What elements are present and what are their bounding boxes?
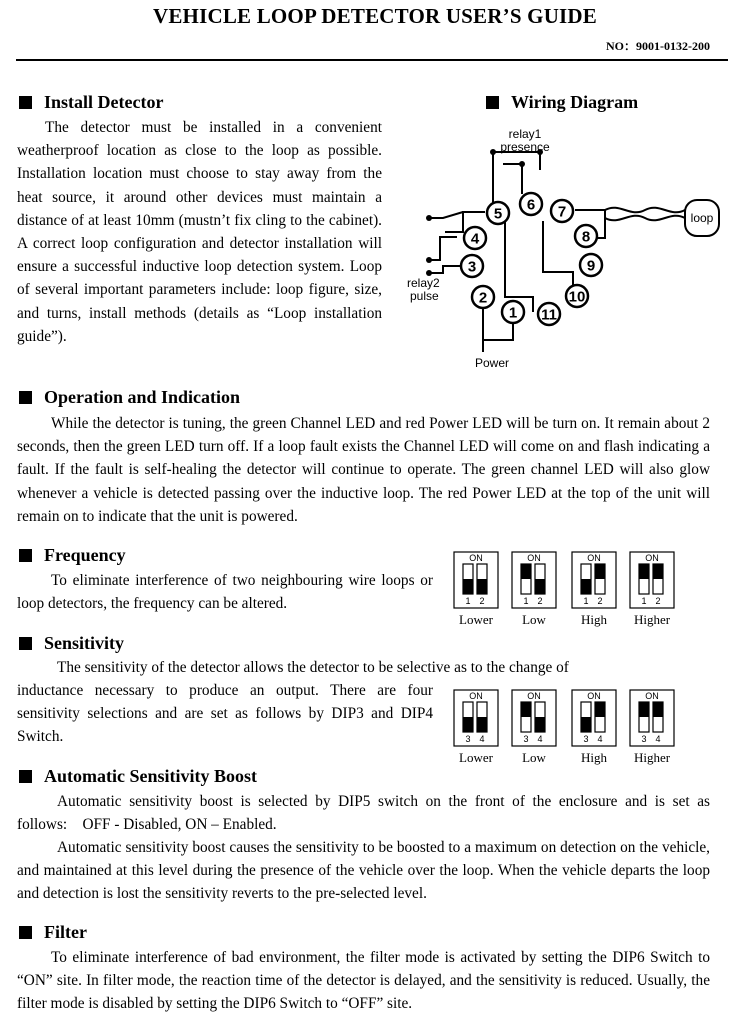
on-label: ON [587,553,601,563]
bullet-square-icon [19,926,32,939]
pulse-label: pulse [410,289,439,303]
setting-label: Lower [459,612,493,627]
sensitivity-lower-switch [454,690,498,765]
terminal-7 [551,200,573,222]
boost-heading: Automatic Sensitivity Boost [19,765,257,787]
dip-number: 3 [583,734,589,744]
terminal-4 [464,227,486,249]
dip-number: 1 [523,596,529,606]
on-label: ON [587,691,601,701]
dip-number: 2 [597,596,603,606]
sensitivity-high-switch [572,690,616,765]
svg-text:7: 7 [557,203,567,221]
wiring-heading: Wiring Diagram [486,91,638,113]
on-label: ON [469,553,483,563]
on-label: ON [469,691,483,701]
svg-text:9: 9 [586,257,596,275]
sensitivity-higher-switch [630,690,674,765]
boost-paragraph-2: Automatic sensitivity boost causes the sensitivity to be boosted to a maximum on detection on the vehicle, and maintained at this level during the presence of the vehicle over the loop. When the vehicle departs the loop and detection is lost the sensitivity reverts to the pre-selected level. [17,839,710,903]
svg-text:8: 8 [581,228,591,246]
dip-number: 4 [597,734,603,744]
dip-number: 3 [523,734,529,744]
dip-number: 2 [479,596,485,606]
on-label: ON [645,553,659,563]
dip-number: 1 [641,596,647,606]
svg-text:6: 6 [526,196,536,214]
sensitivity-heading: Sensitivity [19,632,124,654]
bullet-square-icon [19,770,32,783]
dip-number: 1 [465,596,471,606]
sensitivity-paragraph-rest: inductance necessary to produce an output. There are four sensitivity selections and are set as follows by DIP3 and DIP4 Switch. [17,682,433,746]
frequency-high-switch [572,552,616,627]
bullet-square-icon [19,391,32,404]
svg-text:5: 5 [493,205,503,223]
relay1-label: relay1 [508,127,542,141]
on-label: ON [527,691,541,701]
svg-text:4: 4 [470,230,480,248]
loop-label: loop [690,211,714,225]
dip-number: 4 [655,734,661,744]
dip-number: 2 [537,596,543,606]
relay2-label: relay2 [407,276,440,290]
setting-label: Low [522,612,546,627]
operation-paragraph: While the detector is tuning, the green Channel LED and red Power LED will be turn on. It remain about 2 seconds, then the green LED turn off. If a loop fault exists the Channel LED will come on and flash indicating a fault. If the fault is self-healing the detector will continue to operate. The green channel LED will also glow whenever a vehicle is detected passing over the inductive loop. The red Power LED at the top of the unit will remain on to indicate that the unit is powered. [17,415,710,525]
setting-label: High [581,612,607,627]
bullet-square-icon [19,637,32,650]
wiring-diagram [405,122,730,377]
setting-label: Low [522,750,546,765]
frequency-higher-switch [630,552,674,627]
svg-text:10: 10 [568,288,586,306]
presence-label: presence [500,140,550,154]
svg-text:1: 1 [508,304,518,322]
install-paragraph: The detector must be installed in a convenient weatherproof location as close to the loop as possible. Installation location must choose to stay away from the heat source, it around other devices must maintain a distance of at least 10mm (mustn’t fix cling to the cabinet). A correct loop configuration and detector installation will ensure a successful inductive loop detection system. Loop of several important parameters include: loop figure, size, and turns, install methods (details as “Loop installation guide”). [17,119,382,345]
bullet-square-icon [19,549,32,562]
page-title: VEHICLE LOOP DETECTOR USER’S GUIDE [152,4,598,28]
terminal-11 [538,303,560,325]
filter-paragraph: To eliminate interference of bad environment, the filter mode is activated by setting the DIP6 Switch to “ON” site. In filter mode, the reaction time of the detector is delayed, and the sensitivity is reduced. Usually, the filter mode is disabled by setting the DIP6 Switch to “OFF” site. [17,949,710,1013]
filter-heading: Filter [19,921,87,943]
install-heading: Install Detector [19,91,163,113]
boost-paragraph-1: Automatic sensitivity boost is selected by DIP5 switch on the front of the enclosure and is set as follows: OFF - Disabled, ON – Enabled. [17,793,710,834]
frequency-lower-switch [454,552,498,627]
dip-number: 3 [641,734,647,744]
power-label: Power [475,356,510,370]
frequency-dip-switches [448,550,688,630]
dip-number: 2 [655,596,661,606]
setting-label: Higher [633,612,671,627]
document-number: NO：9001-0132-200 [606,39,710,53]
terminal-8 [575,225,597,247]
dip-number: 4 [479,734,485,744]
svg-text:2: 2 [478,289,488,307]
terminal-5 [487,202,509,224]
frequency-low-switch [512,552,556,627]
sensitivity-dip-switches [448,688,688,768]
frequency-paragraph: To eliminate interference of two neighbouring wire loops or loop detectors, the frequency can be altered. [17,572,433,613]
frequency-heading: Frequency [19,544,126,566]
header-divider [16,59,728,61]
terminal-6 [520,193,542,215]
terminal-10 [566,285,588,307]
dip-number: 3 [465,734,471,744]
on-label: ON [645,691,659,701]
bullet-square-icon [486,96,499,109]
sensitivity-paragraph-line1: The sensitivity of the detector allows the detector to be selective as to the change of [57,659,569,676]
dip-number: 4 [537,734,543,744]
svg-text:11: 11 [541,306,557,324]
bullet-square-icon [19,96,32,109]
operation-heading: Operation and Indication [19,386,240,408]
terminal-2 [472,286,494,308]
svg-text:3: 3 [467,258,477,276]
sensitivity-low-switch [512,690,556,765]
terminal-3 [461,255,483,277]
terminal-9 [580,254,602,276]
setting-label: Higher [633,750,671,765]
setting-label: High [581,750,607,765]
setting-label: Lower [459,750,493,765]
dip-number: 1 [583,596,589,606]
on-label: ON [527,553,541,563]
terminal-1 [502,301,524,323]
